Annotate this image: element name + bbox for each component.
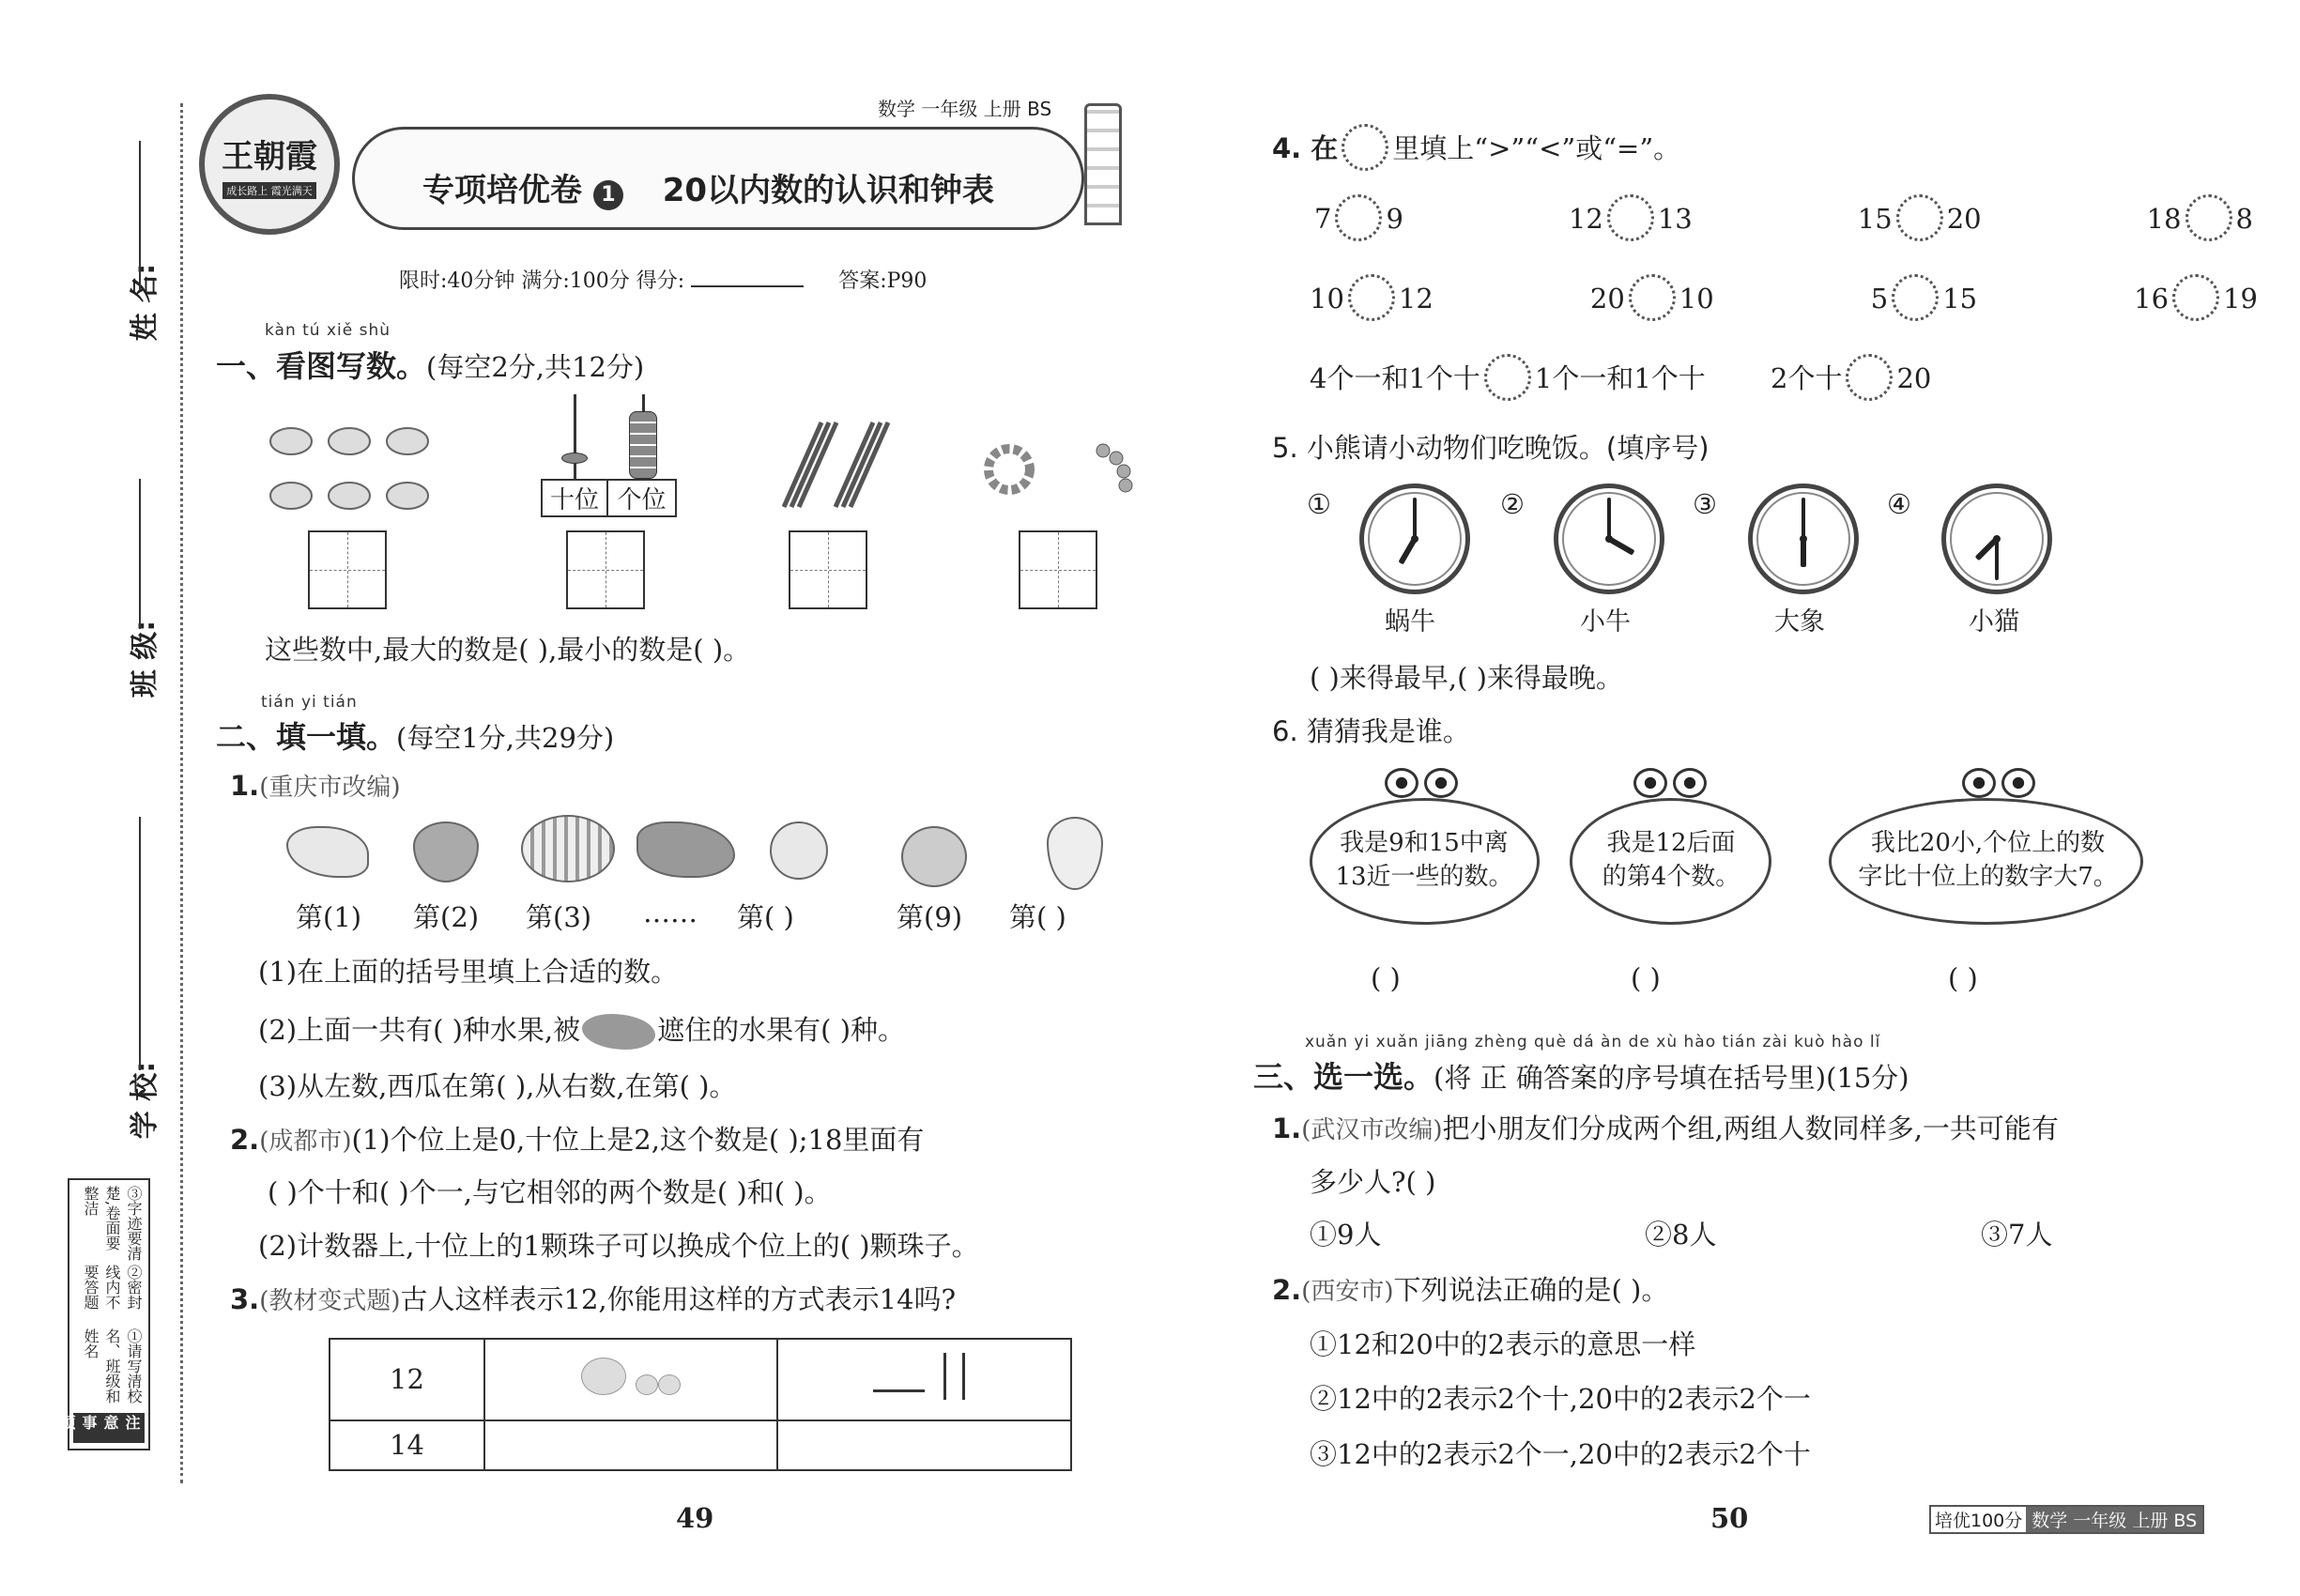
s2-q1: [230, 768, 401, 803]
fruit-label-ellipsis: ……: [643, 897, 698, 928]
fruit-label-3: 第(3): [526, 901, 592, 933]
clock-2: [1554, 483, 1664, 594]
fruit-label-blank2[interactable]: 第( ): [1009, 901, 1066, 933]
minute-hand: [1995, 539, 1999, 580]
page-number-left: 49: [676, 1502, 714, 1534]
score-blank[interactable]: [691, 285, 804, 287]
s6-title: 6. 猜猜我是谁。: [1272, 715, 1470, 747]
flower-icon[interactable]: [1607, 194, 1654, 241]
s3-q2-opt-3[interactable]: ③12中的2表示2个一,20中的2表示2个十: [1310, 1438, 1811, 1470]
bubble-1-text: 我是9和15中离 13近一些的数。: [1335, 829, 1513, 891]
compare-item[interactable]: 5 15: [1871, 277, 1977, 324]
clock-num-3: ③: [1693, 488, 1717, 520]
bubble-eyes: [1962, 768, 2037, 802]
abacus-label-tens: 十位: [541, 479, 608, 517]
bee-group: [263, 421, 437, 519]
fruit-label-blank1[interactable]: 第( ): [737, 901, 794, 933]
abacus-beads-ones: [629, 411, 657, 479]
s3-sub: (将 正 确答案的序号填在括号里)(15分): [1434, 1062, 1909, 1094]
title-num: 1: [593, 180, 623, 210]
hour-hand: [1801, 539, 1806, 567]
flower-icon[interactable]: [1629, 274, 1676, 321]
cell-tally: [777, 1339, 1071, 1420]
flower-icon[interactable]: [1348, 274, 1395, 321]
table-row: [330, 1420, 1071, 1470]
clock-3: [1748, 483, 1859, 594]
abacus-bead: [561, 453, 588, 464]
flower-icon[interactable]: [1484, 354, 1531, 401]
s3-q1-opt-1[interactable]: ①9人: [1310, 1219, 1382, 1251]
banana-image: [286, 826, 369, 878]
limits: [399, 265, 927, 294]
s4-title: [1272, 127, 1680, 174]
series-tag-rest: 数学 一年级 上册 BS: [2026, 1507, 2202, 1532]
series-tag: [1929, 1505, 2204, 1534]
s4-title-a: 4. 在: [1272, 132, 1339, 164]
compare-item[interactable]: 10 12: [1310, 277, 1434, 324]
school-field-line: [139, 817, 141, 1070]
series-tag-label: 培优100分: [1935, 1511, 2023, 1531]
grade-meta: 数学 一年级 上册 BS: [878, 98, 1052, 120]
peach-image: [770, 821, 828, 880]
bead-ring: [981, 441, 1056, 498]
pebble-icon: [658, 1374, 681, 1395]
bubble-eyes: [1385, 768, 1460, 802]
s2-title: 二、填一填。: [216, 719, 397, 755]
s3-pinyin: xuǎn yi xuǎn jiāng zhèng què dá àn de xù hào tián zài kuò hào lǐ: [1305, 1033, 1881, 1051]
page-number-right: 50: [1710, 1502, 1749, 1534]
compare-item[interactable]: 16 19: [2134, 277, 2258, 324]
minute-hand: [1802, 498, 1805, 539]
fruit-label-1: 第(1): [296, 901, 362, 933]
s4-title-b: 里填上“>”“<”或“=”。: [1392, 132, 1681, 164]
compare-item[interactable]: 15 20: [1858, 197, 1982, 244]
s2-q2: [230, 1119, 924, 1158]
answer-ref: 答案:P90: [838, 269, 928, 293]
s3-q1-text2: 多少人?( ): [1310, 1166, 1436, 1198]
s3-q1-src: (武汉市改编): [1301, 1116, 1443, 1144]
blob-icon: [582, 1014, 655, 1050]
s2-q1-b: [258, 1009, 905, 1050]
compare-row-2: [1310, 277, 2258, 324]
row-label-12: 12: [330, 1339, 484, 1420]
s5-title: 5. 小熊请小动物们吃晚饭。(填序号): [1272, 432, 1710, 464]
clock-num-1: ①: [1307, 488, 1331, 520]
stick-bundles: [774, 418, 892, 512]
limits-text: 限时:40分钟 满分:100分 得分:: [399, 269, 685, 293]
flower-icon[interactable]: [1892, 274, 1939, 321]
s2-q2-a: (1)个位上是0,十位上是2,这个数是( );18里面有: [351, 1124, 925, 1156]
logo-sub: 成长路上 霞光满天: [222, 182, 316, 199]
s2-q3: [230, 1279, 956, 1317]
name-field-line: [139, 141, 141, 291]
answer-box-1[interactable]: [308, 530, 387, 609]
bubble-eyes: [1633, 768, 1709, 802]
s2-q3-text: 古人这样表示12,你能用这样的方式表示14吗?: [400, 1283, 957, 1315]
flower-icon[interactable]: [1846, 354, 1893, 401]
s3-q1-text: 把小朋友们分成两个组,两组人数同样多,一共可能有: [1442, 1113, 2059, 1144]
watermelon-image: [521, 815, 615, 882]
s3-title: 三、选一选。: [1253, 1059, 1434, 1095]
s2-pinyin: tián yi tián: [261, 693, 358, 712]
flower-icon[interactable]: [2172, 274, 2219, 321]
pear-image: [1047, 817, 1103, 890]
lighthouse-icon: [1084, 103, 1122, 225]
s3-q1-opt-2[interactable]: ②8人: [1645, 1219, 1717, 1251]
s5-question: ( )来得最早,( )来得最晚。: [1310, 662, 1623, 694]
animal-4: 小猫: [1969, 607, 2019, 637]
minute-hand: [1607, 498, 1611, 539]
s1-title: 一、看图写数。: [216, 348, 427, 384]
clock-1: [1359, 483, 1470, 594]
s2-q3-num: 3.: [230, 1283, 260, 1315]
class-field-line: [139, 479, 141, 629]
s2-q1-c: (3)从左数,西瓜在第( ),从右数,在第( )。: [258, 1070, 737, 1102]
s1-question: 这些数中,最大的数是( ),最小的数是( )。: [265, 634, 751, 666]
minute-hand: [1413, 498, 1417, 539]
s2-q3-src: (教材变式题): [259, 1287, 401, 1315]
compare-item[interactable]: 2个十 20: [1771, 362, 1931, 394]
abacus-label-ones: 个位: [608, 479, 677, 517]
compare-row-1: [1314, 197, 2253, 244]
s2-q2-b: ( )个十和( )个一,与它相邻的两个数是( )和( )。: [268, 1176, 832, 1208]
title-text: 20以内数的认识和钟表: [662, 172, 995, 209]
note-3: ③字迹要清楚,卷面要整洁: [82, 1185, 143, 1261]
bubble-answer-3[interactable]: ( ): [1948, 962, 1978, 994]
s1-heading: [216, 343, 644, 386]
compare-row-3: [1310, 357, 1931, 404]
page-title: [422, 164, 994, 210]
answer-box-4[interactable]: [1019, 530, 1097, 609]
flower-icon[interactable]: [1335, 194, 1382, 241]
school-label: 学 校:: [129, 1061, 162, 1140]
fruit-label-2: 第(2): [413, 901, 480, 933]
s2-q2-num: 2.: [230, 1124, 260, 1156]
s3-q2-opt-2[interactable]: ②12中的2表示2个十,20中的2表示2个一: [1310, 1383, 1811, 1415]
note-2: ②密封线内不要答题: [82, 1265, 143, 1311]
apple-image: [901, 826, 967, 887]
title-prefix: 专项培优卷: [422, 172, 582, 209]
compare-item[interactable]: 4个一和1个十 1个一和1个十: [1310, 362, 1706, 394]
s3-q2: [1272, 1269, 1668, 1308]
row-label-14: 14: [330, 1420, 484, 1470]
clock-4: [1941, 483, 2052, 594]
s3-q2-text: 下列说法正确的是( )。: [1393, 1274, 1669, 1306]
pebble-icon: [636, 1374, 658, 1395]
pebble-icon: [581, 1358, 626, 1395]
s3-q2-num: 2.: [1272, 1274, 1302, 1306]
s3-q2-src: (西安市): [1301, 1278, 1394, 1306]
flower-icon[interactable]: [2185, 194, 2232, 241]
s3-q1-opt-3[interactable]: ③7人: [1981, 1219, 2053, 1251]
abacus: [541, 394, 677, 516]
bubble-answer-2[interactable]: ( ): [1631, 962, 1661, 994]
s2-heading: [216, 714, 614, 757]
bead-chain: [1094, 441, 1141, 498]
clock-num-4: ④: [1887, 488, 1911, 520]
abacus-rod-tens: [574, 394, 576, 479]
s3-q2-opt-1[interactable]: ①12和20中的2表示的意思一样: [1310, 1328, 1696, 1360]
notes-title: 注意事项: [73, 1413, 145, 1443]
cell-pebbles: [484, 1339, 777, 1420]
class-label: 班 级:: [129, 620, 162, 698]
ancient-number-table: [329, 1338, 1072, 1471]
compare-item[interactable]: 18 8: [2147, 197, 2253, 244]
flower-icon: [1342, 124, 1388, 171]
s2-q2-c: (2)计数器上,十位上的1颗珠子可以换成个位上的( )颗珠子。: [258, 1230, 979, 1262]
s1-score: (每空2分,共12分): [426, 351, 645, 383]
s2-q1-src: (重庆市改编): [259, 774, 401, 802]
bubble-2-text: 我是12后面 的第4个数。: [1602, 829, 1740, 891]
compare-item[interactable]: 7 9: [1314, 197, 1403, 244]
cell-answer-1[interactable]: [484, 1420, 777, 1470]
cell-answer-2[interactable]: [777, 1420, 1071, 1470]
s2-score: (每空1分,共29分): [396, 722, 615, 754]
compare-item[interactable]: 12 13: [1569, 197, 1693, 244]
s2-q1-a: (1)在上面的括号里填上合适的数。: [258, 956, 679, 988]
logo: [199, 94, 340, 235]
s1-pinyin: kàn tú xiě shù: [265, 321, 391, 340]
bubble-answer-1[interactable]: ( ): [1371, 962, 1401, 994]
s3-heading: [1253, 1053, 1909, 1097]
s2-q1-num: 1.: [230, 770, 260, 802]
clock-num-2: ②: [1500, 488, 1525, 520]
table-row: [330, 1339, 1071, 1420]
bubble-3-text: 我比20小,个位上的数 字比十位上的数字大7。: [1858, 829, 2118, 891]
animal-3: 大象: [1774, 607, 1825, 637]
answer-box-3[interactable]: [789, 530, 867, 609]
answer-box-2[interactable]: [566, 530, 645, 609]
s3-q1-num: 1.: [1272, 1113, 1302, 1144]
strawberry-image: [413, 821, 479, 882]
binding-line: [180, 103, 183, 1483]
tally-marks: [873, 1353, 976, 1400]
animal-1: 蜗牛: [1385, 607, 1435, 637]
note-1: ①请写清校名、班级和姓名: [82, 1328, 143, 1404]
animal-2: 小牛: [1580, 607, 1631, 637]
flower-icon[interactable]: [1896, 194, 1943, 241]
s2-q1-b1: (2)上面一共有( )种水果,被: [258, 1014, 581, 1046]
s3-q1: [1272, 1108, 2059, 1146]
logo-text: 王朝霞: [222, 137, 317, 176]
compare-item[interactable]: 20 10: [1590, 277, 1714, 324]
covered-blob: [636, 821, 735, 878]
s2-q2-src: (成都市): [259, 1128, 352, 1156]
name-label: 姓 名:: [129, 263, 162, 342]
notes-box: [58, 1178, 150, 1450]
fruit-label-9: 第(9): [897, 901, 963, 933]
s2-q1-b2: 遮住的水果有( )种。: [657, 1014, 906, 1046]
